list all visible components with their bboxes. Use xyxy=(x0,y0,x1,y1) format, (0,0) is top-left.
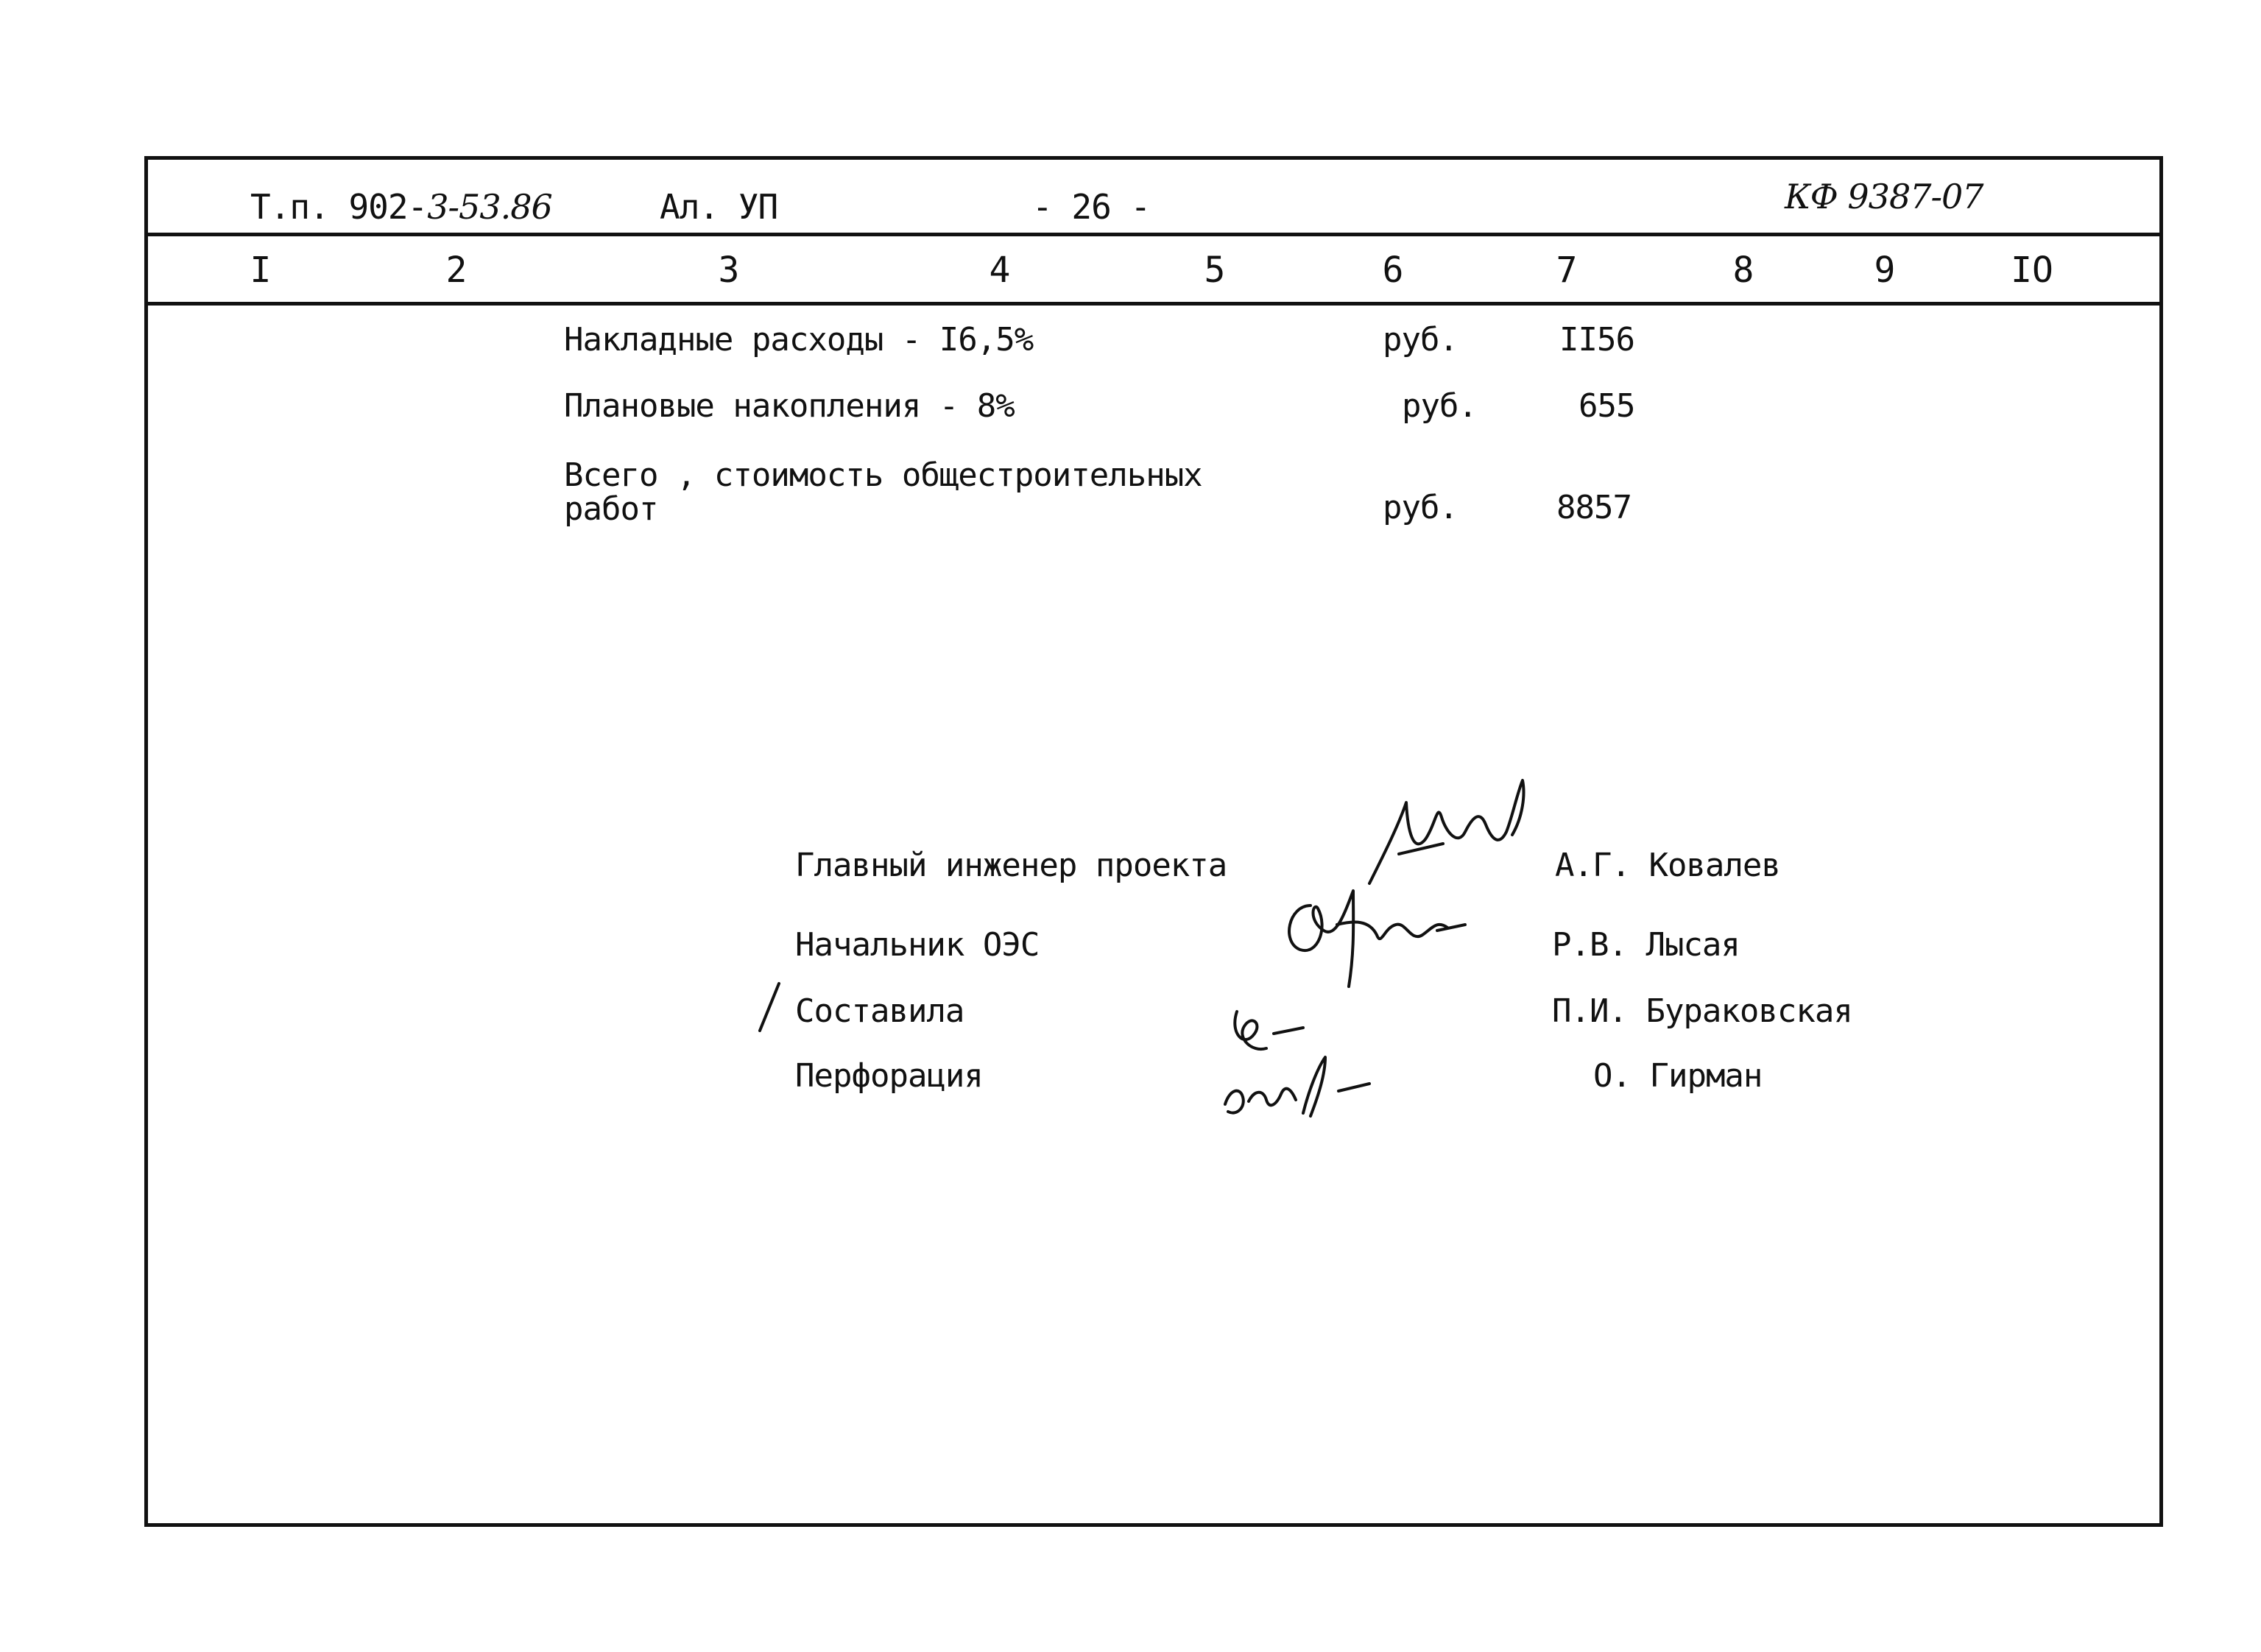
album-label: Ал. УП xyxy=(660,187,778,227)
doc-suffix-handwritten: 3-53.86 xyxy=(427,187,552,227)
column-number: IO xyxy=(2011,250,2053,291)
column-number: 5 xyxy=(1204,250,1226,291)
column-number: 2 xyxy=(445,250,468,291)
signatory-position: Главный инженер проекта xyxy=(795,847,1227,884)
row-overhead-label: Накладные расходы - I6,5% xyxy=(564,321,1034,359)
row-total-value: 8857 xyxy=(1556,489,1632,526)
row-total-unit: руб. xyxy=(1383,489,1458,526)
signatory-name: О. Гирман xyxy=(1593,1057,1763,1095)
header-divider xyxy=(144,233,2163,236)
column-number: 7 xyxy=(1556,250,1578,291)
column-number: I xyxy=(250,250,272,291)
row-overhead-value: II56 xyxy=(1559,321,1634,359)
signatory-name: А.Г. Ковалев xyxy=(1555,847,1780,884)
page-number: - 26 - xyxy=(1032,187,1151,227)
signature-perforation xyxy=(1215,1045,1384,1126)
column-numbers-divider xyxy=(144,302,2163,306)
column-number: 6 xyxy=(1382,250,1404,291)
row-overhead-unit: руб. xyxy=(1383,321,1458,359)
row-planned-value: 655 xyxy=(1579,387,1635,425)
page-frame xyxy=(144,156,2163,1527)
row-total-label-line1: Всего , стоимость общестроительных xyxy=(564,456,1202,494)
signatory-position: Перфорация xyxy=(795,1057,983,1095)
doc-prefix: Т.п. 902- xyxy=(250,187,428,227)
check-mark-icon xyxy=(754,979,783,1038)
doc-number xyxy=(250,187,552,227)
row-planned-unit: руб. xyxy=(1402,387,1477,425)
row-planned-label: Плановые накопления - 8% xyxy=(564,387,1015,425)
column-number: 3 xyxy=(718,250,740,291)
column-number: 4 xyxy=(989,250,1011,291)
column-number: 8 xyxy=(1732,250,1754,291)
signatory-name: П.И. Бураковская xyxy=(1552,992,1852,1030)
signature-head-oes xyxy=(1266,876,1487,994)
stamp-code: КФ 9387-07 xyxy=(1785,177,1983,216)
row-total-label-line2: работ xyxy=(564,490,658,528)
signatory-position: Начальник ОЭС xyxy=(795,926,1040,964)
signatory-position: Составила xyxy=(795,992,964,1030)
signatory-name: Р.В. Лысая xyxy=(1552,926,1740,964)
column-number: 9 xyxy=(1874,250,1896,291)
